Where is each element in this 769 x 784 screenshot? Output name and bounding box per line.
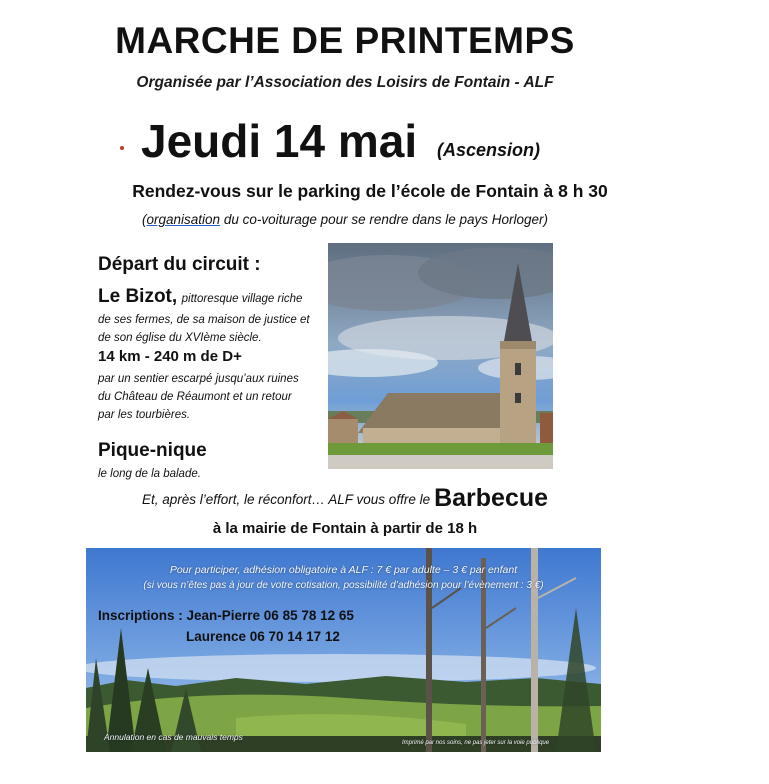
forest-illustration <box>86 548 601 752</box>
carpool-rest: du co-voiturage pour se rendre dans le pays Horloger) <box>220 212 548 227</box>
cancellation-note: Annulation en cas de mauvais temps <box>104 732 243 742</box>
red-dot-mark <box>120 146 124 150</box>
membership-note: (si vous n’êtes pas à jour de votre cotisation, possibilité d’adhésion pour l’évènement : 3 €) <box>143 580 544 591</box>
departure-place-desc: pittoresque village riche <box>181 293 303 305</box>
carpool-underlined-word: organisation <box>146 212 221 227</box>
church-illustration <box>328 243 553 469</box>
departure-place-line <box>98 286 302 308</box>
printed-note: Imprimé par nos soins, ne pas jeter sur la voie publique <box>402 740 550 746</box>
church-photo <box>328 243 553 469</box>
meeting-point: Rendez-vous sur le parking de l’école de Fontain à 8 h 30 <box>132 181 608 201</box>
route-desc-line3: par les tourbières. <box>98 409 191 421</box>
forest-banner <box>86 548 601 752</box>
barbecue-line <box>0 484 690 513</box>
barbecue-place: à la mairie de Fontain à partir de 18 h <box>212 520 478 537</box>
departure-desc-line2: de ses fermes, de sa maison de justice et <box>98 314 310 326</box>
route-desc-line1: par un sentier escarpé jusqu’aux ruines <box>98 373 299 385</box>
barbecue-lead: Et, après l’effort, le réconfort… ALF vous offre le <box>141 492 431 507</box>
membership-line: Pour participer, adhésion obligatoire à ALF : 7 € par adulte – 3 € par enfant <box>169 564 518 576</box>
barbecue-word: Barbecue <box>434 484 549 512</box>
departure-heading: Départ du circuit : <box>98 254 261 275</box>
event-date-note: (Ascension) <box>437 140 541 160</box>
route-stats: 14 km - 240 m de D+ <box>98 348 242 365</box>
route-desc-line2: du Château de Réaumont et un retour <box>98 391 292 403</box>
organizer-subtitle: Organisée par l’Association des Loisirs de Fontain - ALF <box>136 74 554 91</box>
carpool-open-paren: ( <box>142 212 147 227</box>
inscriptions-contact-1: Inscriptions : Jean-Pierre 06 85 78 12 65 <box>98 608 354 623</box>
picnic-heading: Pique-nique <box>98 440 207 461</box>
inscriptions-contact-2: Laurence 06 70 14 17 12 <box>186 629 340 644</box>
poster-title: MARCHE DE PRINTEMPS <box>115 20 575 61</box>
departure-desc-line3: de son église du XVIème siècle. <box>98 332 262 344</box>
event-date: Jeudi 14 mai <box>141 115 418 167</box>
departure-place: Le Bizot, <box>98 286 178 307</box>
carpool-note <box>0 212 690 227</box>
picnic-desc: le long de la balade. <box>98 468 201 480</box>
